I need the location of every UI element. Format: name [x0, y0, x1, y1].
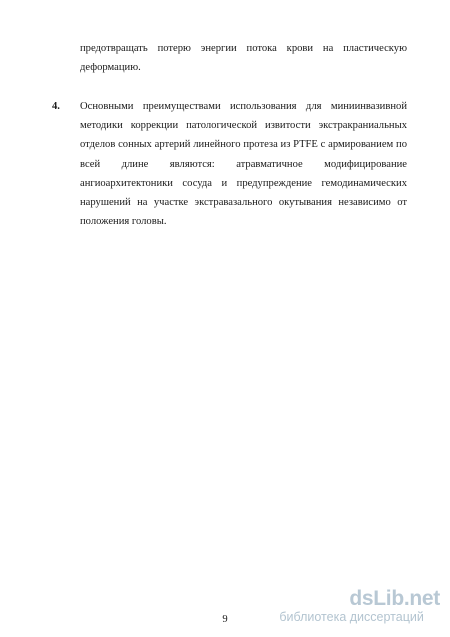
- text-line: всей длине являются: атравматичное модифицирование: [80, 158, 407, 170]
- text-line: методики коррекции патологической извитости экстракраниальных: [80, 120, 407, 132]
- text-line: Основными преимуществами использования для миниинвазивной: [80, 101, 407, 112]
- text-line: деформацию.: [80, 62, 141, 74]
- watermark-logo: dsLib.net: [349, 587, 440, 610]
- watermark-tagline: библиотека диссертаций: [279, 610, 424, 624]
- text-line: отделов сонных артерий линейного протеза из PTFE с армированием по: [80, 139, 407, 151]
- list-item-number: 4.: [52, 101, 60, 112]
- watermark: [279, 588, 440, 624]
- page-number: 9: [222, 614, 228, 625]
- text-line: предотвращать потерю энергии потока крови на пластическую: [80, 43, 407, 54]
- text-line: положения головы.: [80, 216, 167, 228]
- text-line: ангиоархитектоники сосуда и предупреждение гемодинамических: [80, 177, 407, 189]
- continuation-paragraph: [80, 39, 407, 77]
- list-item-paragraph: [80, 97, 407, 231]
- text-line: нарушений на участке экстравазального окутывания независимо от: [80, 196, 407, 208]
